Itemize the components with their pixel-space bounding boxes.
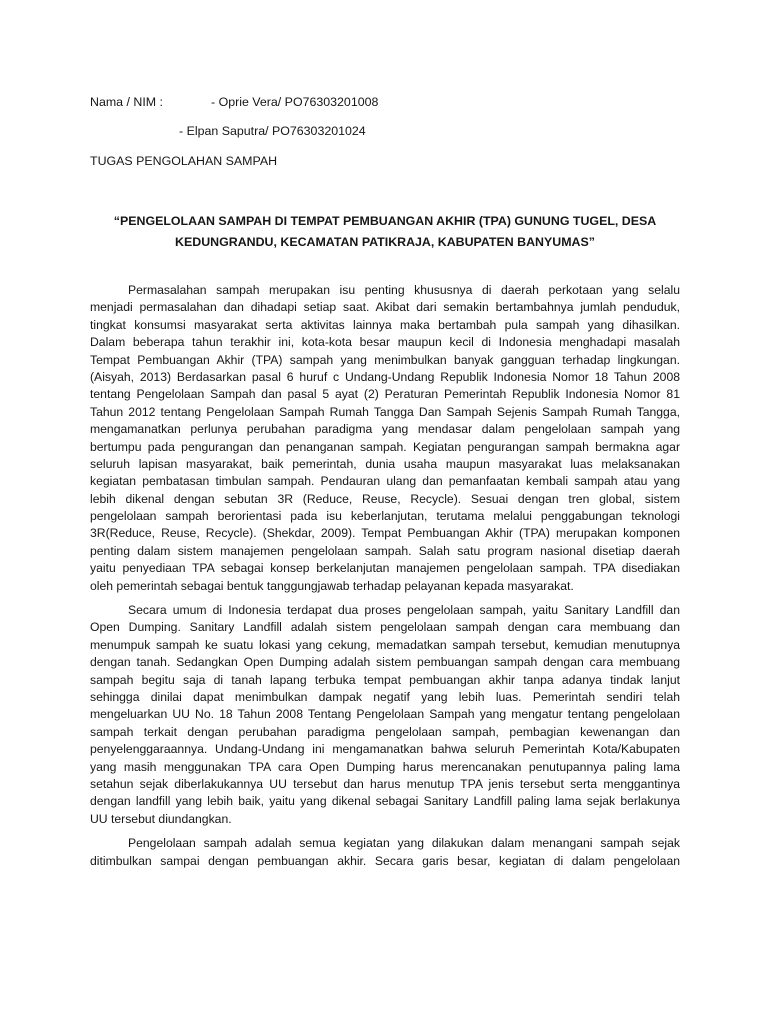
paragraph-line: oleh pemerintah sebagai bentuk tanggungjawab terhadap pelayanan kepada masyarakat. (90, 578, 574, 593)
paragraph-line: bertumpu pada pengurangan dan penanganan sampah. Kegiatan pengurangan sampah bermakna agar (90, 439, 680, 454)
paragraph-line: Permasalahan sampah merupakan isu penting khususnya di daerah perkotaan yang selalu (128, 283, 680, 297)
paragraph-line: Open Dumping. Sanitary Landfill adalah sistem pengelolaan sampah dengan cara membuang dan (90, 620, 680, 635)
paragraph-line: Secara umum di Indonesia terdapat dua proses pengelolaan sampah, yaitu Sanitary Landfill dan (128, 603, 680, 618)
paragraph (90, 602, 680, 828)
paragraph-line: penting dalam sistem manajemen pengelolaan sampah. Salah satu program nasional disetiap daerah (90, 543, 680, 558)
paragraph-line: dengan tanah. Sedangkan Open Dumping adalah sistem pembuangan sampah dengan cara membuang (90, 655, 680, 670)
paragraph-line: sampah begitu saja di tanah lapang terbuka tempat pembuangan akhir tanpa adanya tindak lanjut (90, 672, 680, 687)
paragraph-line: Tahun 2012 tentang Pengelolaan Sampah Rumah Tangga Dan Sampah Sejenis Sampah Rumah Tangga, (90, 404, 680, 419)
paragraph-line: seluruh lapisan masyarakat, baik pemerintah, dunia usaha maupun masyarakat luas melaksanakan (90, 456, 680, 471)
title-line: KEDUNGRANDU, KECAMATAN PATIKRAJA, KABUPATEN BANYUMAS” (175, 235, 595, 249)
student-2-name-nim: - Elpan Saputra/ PO76303201024 (179, 124, 366, 138)
paragraph-line: dengan landfill yang lebih baik, yaitu yang dikenal sebagai Sanitary Landfill paling lama sejak berlakunya (90, 794, 680, 809)
paragraph-line: sampah terkait dengan perubahan paradigma pengelolaan sampah, pembagian kewenangan dan (90, 724, 680, 739)
paragraph-line: UU tersebut diundangkan. (90, 811, 232, 826)
paragraph-line: sehingga dinilai dapat menimbulkan dampak negatif yang lebih luas. Pemerintah sendiri telah (90, 689, 680, 704)
paragraph-line: (Aisyah, 2013) Berdasarkan pasal 6 huruf c Undang-Undang Republik Indonesia Nomor 18 Tahun 2008 (90, 369, 680, 384)
paragraph (90, 835, 680, 870)
paragraph-line: lebih dikenal dengan sebutan 3R (Reduce, Reuse, Recycle). Sesuai dengan tren global, sistem (90, 491, 680, 506)
paragraph (90, 282, 680, 595)
task-title: TUGAS PENGOLAHAN SAMPAH (90, 154, 278, 168)
paragraph-line: Dalam beberapa tahun terakhir ini, kota-kota besar maupun kecil di Indonesia menghadapi masalah (90, 335, 680, 350)
paragraph-line: menumpuk sampah ke suatu lokasi yang cekung, memadatkan sampah tersebut, kemudian menutupnya (90, 637, 680, 652)
paragraph-line: pengelolaan sampah berorientasi pada isu keberlanjutan, terutama melalui penggabungan teknologi (90, 509, 680, 524)
paragraph-line: penyelenggaraannya. Undang-Undang ini mengamanatkan bahwa seluruh Pemerintah Kota/Kabupaten (90, 742, 680, 757)
paragraph-line: tingkat konsumsi masyarakat serta aktivitas lainnya maka bertambah pula sampah yang dihasilkan. (90, 317, 680, 332)
title-line: “PENGELOLAAN SAMPAH DI TEMPAT PEMBUANGAN AKHIR (TPA) GUNUNG TUGEL, DESA (113, 214, 657, 228)
paragraph-line: tentang Pengelolaan Sampah dan pasal 5 ayat (2) Peraturan Pemerintah Republik Indonesia Nomor 81 (90, 387, 680, 402)
paragraph-line: yang masih menggunakan TPA cara Open Dumping harus merencanakan penutupannya paling lama (90, 759, 680, 774)
document-title (90, 211, 680, 253)
paragraph-line: mengeluarkan UU No. 18 Tahun 2008 Tentang Pengelolaan Sampah yang mengatur tentang pengelolaan (90, 707, 680, 722)
paragraph-line: ditimbulkan sampai dengan pembuangan akhir. Secara garis besar, kegiatan di dalam pengelolaan (90, 853, 680, 868)
paragraph-line: Tempat Pembuangan Akhir (TPA) sampah yang menimbulkan banyak gangguan terhadap lingkungan. (90, 352, 680, 367)
nim-label: Nama / NIM : (90, 95, 163, 109)
student-1-name-nim: - Oprie Vera/ PO76303201008 (211, 95, 379, 109)
paragraph-line: 3R(Reduce, Reuse, Recycle). (Shekdar, 2009). Tempat Pembuangan Akhir (TPA) merupakan komponen (90, 526, 680, 541)
document-page (90, 0, 680, 1024)
paragraph-line: setahun sejak diberlakukannya UU tersebut dan harus menutup TPA jenis tersebut serta menggantinya (90, 776, 680, 791)
paragraph-line: menjadi permasalahan dan dihadapi setiap saat. Akibat dari semakin bertambahnya jumlah penduduk, (90, 300, 680, 315)
paragraph-line: mengamanatkan perlunya perubahan paradigma yang mendasar dalam pengelolaan sampah yang (90, 422, 680, 437)
paragraph-line: Pengelolaan sampah adalah semua kegiatan yang dilakukan dalam menangani sampah sejak (128, 836, 680, 851)
paragraph-line: yaitu penyediaan TPA sebagai konsep berkelanjutan manajemen pengelolaan sampah. TPA disediakan (90, 561, 680, 576)
paragraph-line: kegiatan pembatasan timbulan sampah. Pendauran ulang dan pemanfaatan kembali sampah atau yang (90, 474, 680, 489)
body-text (90, 282, 680, 877)
